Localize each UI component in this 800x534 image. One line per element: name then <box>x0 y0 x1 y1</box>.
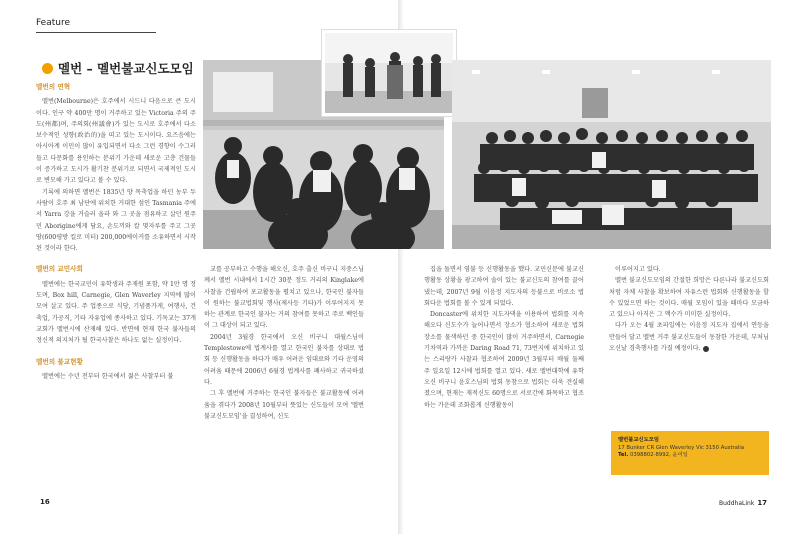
paragraph: 기록에 의하면 멜번은 1835년 양 목축업을 하던 농부 두 사람이 호주 최 남단에 위치한 거대한 섬인 Tasmania 주에서 Yarra 강을 거슬러 올라 와 그 곳을 점유하고 살던 원주민 Aborigine에게 담요, 손도끼와 칼 몇자루를 주고 그곳 땅(600평방 킬로 미터) 200,000에이커를 소유하면서 시작된 것이라 한다. <box>36 188 196 253</box>
text-column-1 <box>36 82 196 382</box>
page-number-left: 16 <box>40 498 50 506</box>
subheading: 멜번의 불교현황 <box>36 357 83 366</box>
info-tel: 0398802-8992, 윤여일 <box>630 452 688 459</box>
paragraph: 멜번에는 한국교민이 유학생과 주재원 포함, 약 1만 명 정도며, Box hill, Carnegie, Glen Waverley 지역에 많이 모여 살고 있다. 주 업종으로 식당, 기념품가게, 여행사, 건축업, 가공직, 기타 자유업에 종사하고 있다. 기독교는 37개 교회가 멜번시에 산재해 있다. 반면에 현재 한국 불자들의 정신적 의지처가 될 한국사찰은 하나도 없는 실정이다. <box>36 280 196 345</box>
paragraph: 멜번에는 수년 전부터 한국에서 젊은 사찰부터 불 <box>42 372 174 380</box>
brand-name: BuddhaLink <box>719 500 755 507</box>
info-tel-label: Tel. <box>618 452 629 459</box>
paragraph: 멜번 불교신도모임의 간절한 희망은 다른나라 불교신도회처럼 자체 사찰을 확보하여 자유스런 법회와 신행활동을 할 수 있었으면 하는 것이다. 매월 모임이 있을 때마다 모금하고 있으나 아직은 그 액수가 미미한 실정이다. <box>609 277 769 319</box>
paragraph: 집을 돌면서 염불 등 신행활동을 했다. 교민신문에 불교신행활동 상황을 광고하여 솔이 있는 불교신도의 참여를 끌어냈는데, 2007년 9월 이음정 지도자의 등불으로 비로소 법회다운 법회를 볼 수 있게 되었다. <box>424 266 584 307</box>
subheading: 멜번의 연혁 <box>36 83 71 91</box>
paragraph: Doncaster에 위치한 지도자댁을 이용하여 법회를 지속해오다 신도수가 늘어나면서 장소가 협소하여 새로운 법회장소를 물색하던 중 한국인이 많이 거주하면서, Carnegie기차역과 가까운 Daring Road 71, 73번지에 위치하고 있는 스리랑카 사찰과 협조하여 2009년 3월부터 매월 둘째 주 일요일 12시에 법회를 열고 있다. 새로 멜번대학에 유학오신 비구니 윤호스님의 법회 동참으로 법회는 더욱 견실해졌으며, 현재는 재적신도 60명으로 서로간에 화목하고 협조하는 가운데 조화롭게 신행활동이 <box>424 311 584 409</box>
paragraph: 교를 공부하고 수행을 해오신, 호주 출신 비구니 지중스님께서 멜번 시내에서 1시간 30분 정도 거리의 Kinglake에 사찰을 건립하여 포교활동을 펼치고 있으나, 한국인 불자들이 원하는 불교법회및 행사(제사등 기타)가 이루어지지 못하는 관계로 한국인 불자는 거의 참여를 못하고 주로 백인들이 그 대상이 되고 있다. <box>204 266 364 330</box>
paragraph: 이루어지고 있다. <box>615 266 661 273</box>
contact-info-box <box>611 431 769 475</box>
page-number-right: 17 <box>757 499 768 507</box>
info-address: 17 Bunker CR Glen Waverley Vic 3150 Australia <box>618 444 745 451</box>
paragraph-spacer <box>36 347 196 357</box>
text-column-3 <box>424 264 584 411</box>
section-label: Feature <box>36 18 71 28</box>
subheading: 멜번의 교민사회 <box>36 265 83 274</box>
text-column-2 <box>204 264 364 422</box>
article-title: 멜번 – 멜번불교신도모임 <box>58 61 194 76</box>
paragraph-spacer <box>36 254 196 264</box>
end-mark-icon <box>703 346 709 352</box>
photo-group <box>452 60 771 249</box>
paragraph: 다가 오는 4월 초파일에는 이음정 지도자 집에서 연등을 만들어 달고 멜번 거주 불교신도들이 동참한 가운데, 부처님오신날 경축행사를 가질 예정이다. <box>609 322 769 353</box>
paragraph: 멜번(Melbourne)은 호주에서 시드니 다음으로 큰 도시이다. 인구 약 400만 명이 거주하고 있는 Victoria 주의 주도(州都)며, 주의회(州議會)가 있는 도시로 호주에서 다소 보수적인 성향(政治的)을 띠고 있는 도시이다. 요즈음에는 아시아계 이민이 많이 유입되면서 다소 그런 경향이 수그러들고 다문화를 용인하는 분위기 가운데 새로운 고층 건물들이 증가하고 도시가 활기찬 분위기로 되면서 국제적인 도시로 변모해 가고 있다고 볼 수 있다. <box>36 98 196 185</box>
top-rule <box>36 32 156 33</box>
text-column-4 <box>609 264 769 354</box>
paragraph: 2004년 3월경 한국에서 오신 비구니 대월스님이 Templestowe에 법계사를 열고 한국인 불자를 상대로 법회 등 신행활동을 하다가 매우 어려운 임대료와 기타 운영의 어려움 때문에 2006년 6월경 법계사를 폐사하고 귀국하셨다. <box>204 333 364 386</box>
paragraph: 그 후 멜번에 거주하는 한국인 불자들은 불교활동에 어려움을 겪다가 2008년 10월부터 뜻있는 신도들이 모여 '멜번불교신도모임'을 결성하여, 신도 <box>204 390 364 420</box>
bullet-dot-icon <box>42 63 53 74</box>
photo-chanting-inset <box>325 33 453 113</box>
info-name: 멜번불교신도모임 <box>618 437 659 443</box>
footer-brand <box>719 499 767 507</box>
